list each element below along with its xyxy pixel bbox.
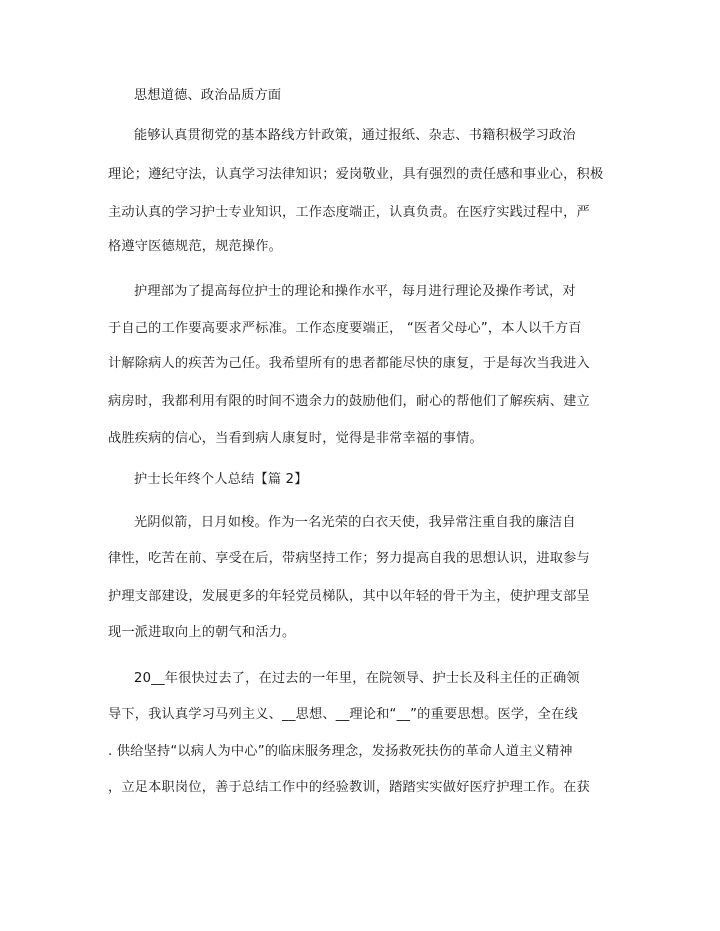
paragraph-line: 格遵守医德规范，规范操作。 [108,239,283,254]
paragraph-line: 主动认真的学习护士专业知识，工作态度端正，认真负责。在医疗实践过程中，严 [108,205,590,220]
section-heading-part2: 护士长年终个人总结【篇 2】 [134,472,308,487]
paragraph-line: 战胜疾病的信心，当看到病人康复时，觉得是非常幸福的事情。 [108,431,483,446]
paragraph-line: ，立足本职岗位，善于总结工作中的经验教训，踏踏实实做好医疗护理工作。在获 [108,780,590,795]
paragraph-line: 于自己的工作要高要求严标准。工作态度要端正， “医者父母心”，本人以千方百 [108,321,582,336]
paragraph-line: 律性，吃苦在前、享受在后，带病坚持工作；努力提高自我的思想认识，进取参与 [108,551,590,566]
paragraph-line: 现一派进取向上的朝气和活力。 [108,625,296,640]
paragraph-line: . 供给坚持“以病人为中心”的临床服务理念，发扬救死扶伤的革命人道主义精神 [108,744,573,759]
paragraph-line: 护理支部建设，发展更多的年轻党员梯队，其中以年轻的骨干为主，使护理支部呈 [108,589,590,604]
paragraph-line: 护理部为了提高每位护士的理论和操作水平，每月进行理论及操作考试，对 [134,284,576,299]
paragraph-line: 理论；遵纪守法，认真学习法律知识；爱岗敬业，具有强烈的责任感和事业心，积极 [108,167,604,182]
paragraph-line: 病房时，我都利用有限的时间不遗余力的鼓励他们，耐心的帮他们了解疾病、建立 [108,394,590,409]
paragraph-line: 导下，我认真学习马列主义、__思想、__理论和“__”的重要思想。医学，全在线 [108,707,578,722]
paragraph-line: 光阴似箭，日月如梭。作为一名光荣的白衣天使，我异常注重自我的廉洁自 [134,515,576,530]
paragraph-line: 能够认真贯彻党的基本路线方针政策，通过报纸、杂志、书籍积极学习政治 [134,128,576,143]
paragraph-line: 20__年很快过去了，在过去的一年里，在院领导、护士长及科主任的正确领 [134,671,580,686]
paragraph-line: 计解除病人的疾苦为己任。我希望所有的患者都能尽快的康复，于是每次当我进入 [108,356,590,371]
section-heading-moral: 思想道德、政治品质方面 [134,88,282,103]
